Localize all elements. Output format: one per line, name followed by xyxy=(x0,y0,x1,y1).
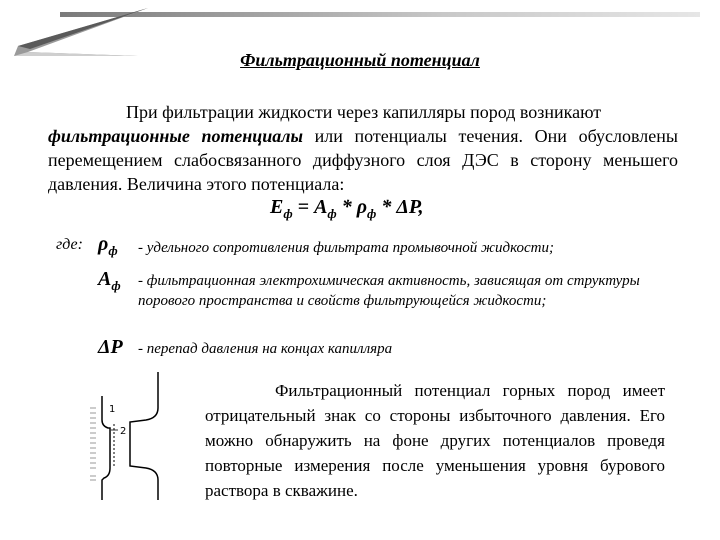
formula-A-sub: ф xyxy=(327,206,337,221)
figure-label-2: 2 xyxy=(120,426,127,437)
formula-E: E xyxy=(270,196,284,218)
legend-rho-sub: ф xyxy=(108,243,118,258)
pore-hatch xyxy=(90,408,96,480)
legend-A-definition: - фильтрационная электрохимическая активность, зависящая от структуры порового пространства и свойств фильтрующейся жидкости; xyxy=(138,273,640,309)
formula-rho: ρ xyxy=(356,196,368,218)
formula-mul-1: * xyxy=(336,196,357,218)
formula-dP: ΔP xyxy=(396,196,419,218)
formula-eq: = xyxy=(292,196,315,218)
legend-rho-symbol xyxy=(98,233,118,259)
figure-label-1: 1 xyxy=(109,404,116,415)
intro-paragraph xyxy=(48,100,678,196)
legend-where-label: где: xyxy=(56,236,83,253)
formula-A: A xyxy=(314,196,328,218)
intro-term: фильтрационные потенциалы xyxy=(48,126,303,146)
formula xyxy=(270,196,424,222)
formula-tail: , xyxy=(418,196,424,218)
intro-rest: или потенциалы течения. Они обусловлены перемещением слабосвязанного диффузного слоя ДЭС в сторону меньшего давления. Величина этого потенциала: xyxy=(48,126,678,194)
slide-title: Фильтрационный потенциал xyxy=(240,50,480,70)
legend-rho-definition: - удельного сопротивления фильтрата промывочной жидкости; xyxy=(138,240,555,256)
formula-E-sub: ф xyxy=(283,206,293,221)
legend-dP-definition: - перепад давления на концах капилляра xyxy=(138,341,393,357)
capillary-diagram xyxy=(80,368,190,508)
legend-A-sub: ф xyxy=(111,278,121,293)
formula-rho-sub: ф xyxy=(367,206,377,221)
legend-A-char: A xyxy=(98,268,112,290)
intro-line-1: При фильтрации жидкости через капилляры пород возникают xyxy=(126,102,602,122)
conclusion-paragraph: Фильтрационный потенциал горных пород имеет отрицательный знак со стороны избыточного давления. Его можно обнаружить на фоне других потенциалов проведя повторные измерения после уменьшения уровня бурового раствора в скважине. xyxy=(205,381,665,500)
formula-mul-2: * xyxy=(376,196,397,218)
legend-rho-char: ρ xyxy=(98,233,109,255)
legend-dP-symbol: ΔP xyxy=(98,336,123,358)
legend-A-symbol xyxy=(98,268,121,294)
